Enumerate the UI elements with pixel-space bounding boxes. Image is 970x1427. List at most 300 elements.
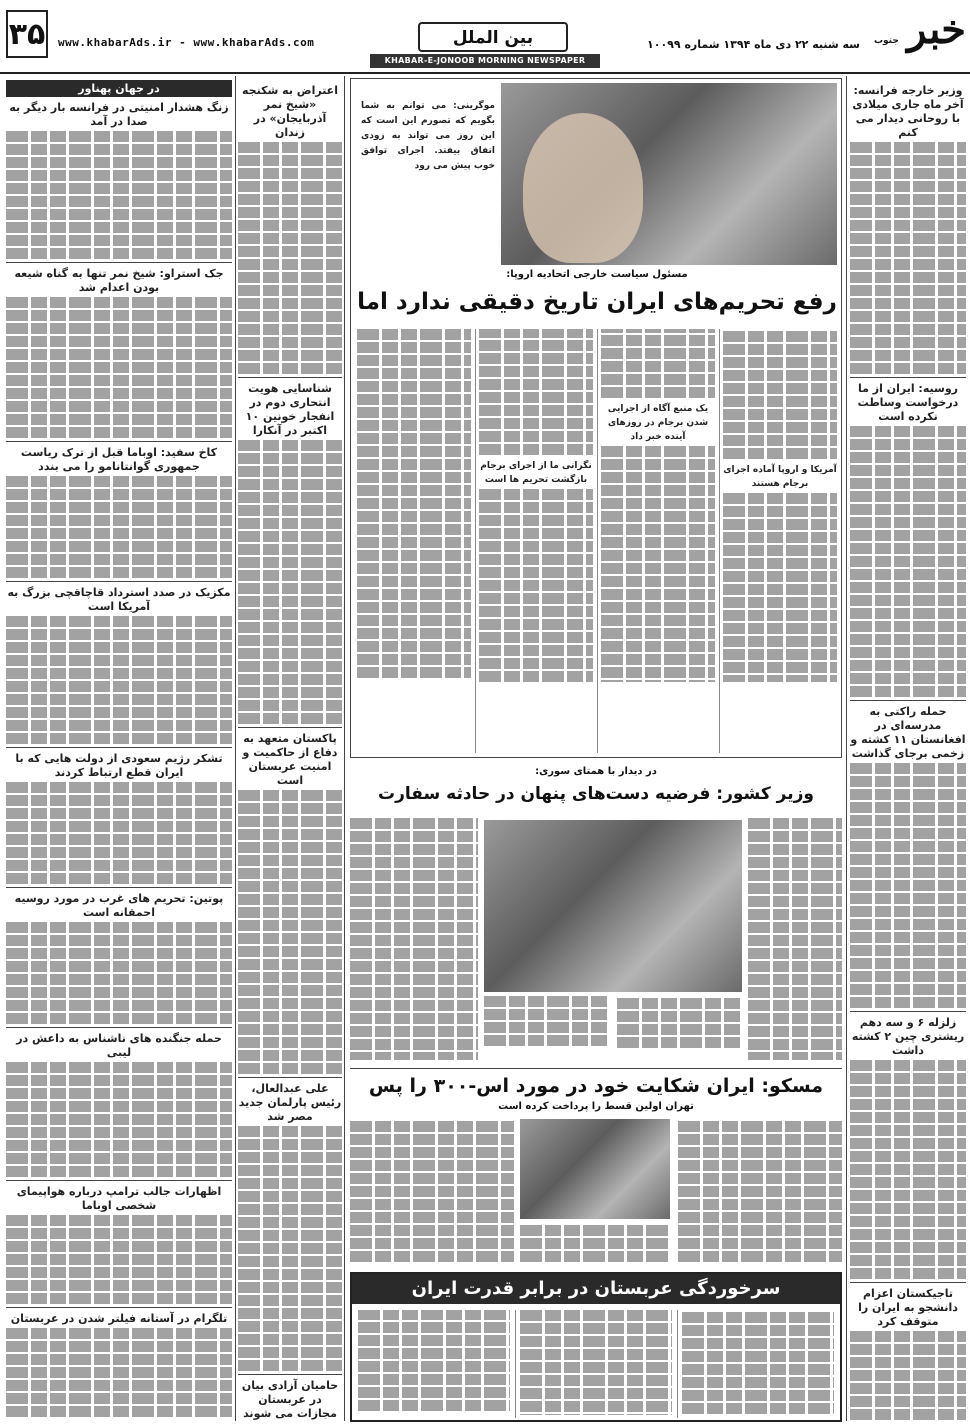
body-text-line	[850, 337, 966, 348]
body-text-line	[850, 595, 966, 606]
body-text-line	[350, 1160, 514, 1171]
body-text-line	[238, 842, 342, 853]
body-text-line	[850, 776, 966, 787]
body-text-line	[238, 713, 342, 724]
body-text-line	[6, 1380, 232, 1391]
story-headline: رفع تحریم‌های ایران تاریخ دقیقی ندارد اما	[357, 289, 837, 315]
body-text-line	[238, 687, 342, 698]
left-news-column	[6, 80, 232, 1420]
body-text-line	[678, 1160, 842, 1171]
body-text-line	[238, 959, 342, 970]
body-text-line	[850, 350, 966, 361]
body-text-line	[850, 298, 966, 309]
body-text-line	[6, 1328, 232, 1339]
body-text-line	[479, 405, 593, 416]
body-text-line	[479, 606, 593, 617]
body-text-line	[6, 1153, 232, 1164]
body-text-line	[357, 394, 471, 405]
body-text-line	[238, 155, 342, 166]
body-text-line	[6, 616, 232, 627]
body-text-line	[238, 920, 342, 931]
body-text-line	[238, 298, 342, 309]
body-text-line	[350, 1134, 514, 1145]
body-text-line	[748, 974, 842, 985]
body-text-line	[238, 1063, 342, 1074]
body-text-line	[850, 220, 966, 231]
story-subhead: آمریکا و اروپا آماده اجرای برجام هستند	[723, 465, 837, 489]
body-text-line	[850, 363, 966, 374]
body-text-line	[850, 478, 966, 489]
body-text-line	[479, 671, 593, 682]
body-text-line	[6, 694, 232, 705]
body-text-line	[617, 1037, 742, 1048]
body-text-line	[358, 1335, 510, 1346]
photo-press-conference	[484, 820, 742, 992]
body-text-line	[723, 357, 837, 368]
body-text-line	[6, 707, 232, 718]
story-kicker: مسئول سیاست خارجی اتحادیه اروپا:	[506, 269, 688, 280]
body-text-line	[850, 932, 966, 943]
body-text-line	[479, 515, 593, 526]
body-text-line	[238, 142, 342, 153]
body-text-line	[520, 1336, 672, 1347]
body-text-line	[723, 493, 837, 504]
body-text-line	[723, 623, 837, 634]
body-text-line	[479, 489, 593, 500]
body-text-line	[6, 782, 232, 793]
body-text-line	[850, 893, 966, 904]
body-text-line	[748, 857, 842, 868]
body-text-line	[850, 621, 966, 632]
section-title: بین الملل	[418, 22, 568, 52]
body-text-line	[850, 1060, 966, 1071]
body-text-line	[357, 667, 471, 678]
body-text-line	[850, 426, 966, 437]
body-text-line	[601, 589, 715, 600]
body-text-line	[850, 841, 966, 852]
body-text-line	[350, 961, 478, 972]
body-text-line	[6, 1114, 232, 1125]
body-text-line	[850, 233, 966, 244]
body-text-line	[6, 1354, 232, 1365]
body-text-line	[238, 518, 342, 529]
body-text-line	[479, 632, 593, 643]
body-text-line	[238, 285, 342, 296]
body-text-line	[238, 259, 342, 270]
body-text-line	[6, 235, 232, 246]
body-text-line	[238, 648, 342, 659]
body-text-line	[238, 1178, 342, 1189]
body-text-line	[850, 828, 966, 839]
body-text-line	[601, 667, 715, 678]
body-text-line	[850, 1383, 966, 1394]
body-text-line	[238, 466, 342, 477]
body-text-line	[238, 311, 342, 322]
news-headline: جک استراو: شیخ نمر تنها به گناه شیعه بودن اعدام شد	[14, 267, 224, 294]
body-text-line	[479, 567, 593, 578]
body-text-line	[723, 506, 837, 517]
body-text-line	[850, 1216, 966, 1227]
column-divider	[846, 76, 847, 1421]
body-text-line	[484, 1009, 609, 1020]
body-text-line	[723, 396, 837, 407]
body-text-line	[6, 567, 232, 578]
body-text-line	[601, 628, 715, 639]
body-text-line	[6, 1215, 232, 1226]
body-text-line	[6, 1341, 232, 1352]
body-text-line	[601, 576, 715, 587]
body-text-line	[748, 831, 842, 842]
news-headline: حمله راکتی به مدرسه‌ای در افغانستان ۱۱ کشته و زخمی برجای گذاشت	[850, 705, 966, 760]
body-text-line	[850, 194, 966, 205]
body-text-line	[850, 815, 966, 826]
body-text-line	[357, 537, 471, 548]
body-text-line	[6, 681, 232, 692]
body-text-line	[350, 948, 478, 959]
body-text-line	[850, 1370, 966, 1381]
body-text-line	[238, 1204, 342, 1215]
body-text-line	[601, 602, 715, 613]
body-text-line	[357, 433, 471, 444]
body-text-line	[601, 498, 715, 509]
body-text-line	[357, 498, 471, 509]
body-text-line	[748, 818, 842, 829]
body-text-line	[6, 427, 232, 438]
body-text-line	[6, 362, 232, 373]
body-text-line	[520, 1251, 670, 1262]
body-text-line	[850, 582, 966, 593]
body-text-line	[850, 880, 966, 891]
body-text-line	[238, 324, 342, 335]
body-text-line	[238, 1024, 342, 1035]
body-text-line	[601, 524, 715, 535]
body-text-line	[6, 720, 232, 731]
body-text-line	[350, 844, 478, 855]
story-kicker: در دیدار با همتای سوری:	[535, 766, 657, 777]
body-text-line	[479, 444, 593, 455]
body-text-line	[238, 492, 342, 503]
body-text-line	[238, 998, 342, 1009]
body-text-line	[6, 310, 232, 321]
body-text-line	[238, 635, 342, 646]
body-text-line	[238, 181, 342, 192]
body-text-line	[357, 641, 471, 652]
body-text-line	[350, 909, 478, 920]
body-text-line	[601, 537, 715, 548]
body-text-line	[850, 207, 966, 218]
body-text-line	[238, 1308, 342, 1319]
body-text-line	[6, 961, 232, 972]
body-text-line	[682, 1403, 834, 1414]
body-text-line	[6, 476, 232, 487]
body-text-line	[723, 558, 837, 569]
body-text-line	[238, 453, 342, 464]
body-text-line	[238, 829, 342, 840]
body-text-line	[357, 602, 471, 613]
body-text-line	[601, 348, 715, 359]
body-text-line	[850, 686, 966, 697]
body-text-line	[850, 569, 966, 580]
body-text-line	[238, 246, 342, 257]
story-body	[350, 1119, 514, 1269]
body-text-line	[479, 392, 593, 403]
story-headline: سرخوردگی عربستان در برابر قدرت ایران	[352, 1274, 840, 1304]
body-text-line	[6, 1228, 232, 1239]
body-text-line	[601, 374, 715, 385]
body-text-line	[350, 818, 478, 829]
interior-minister-story	[350, 764, 842, 1064]
body-text-line	[238, 1243, 342, 1254]
body-text-line	[479, 541, 593, 552]
body-text-line	[617, 1024, 742, 1035]
body-text-line	[6, 948, 232, 959]
body-text-line	[238, 531, 342, 542]
body-text-line	[748, 844, 842, 855]
body-text-line	[238, 700, 342, 711]
body-text-line	[6, 808, 232, 819]
body-text-line	[350, 1026, 478, 1037]
news-headline: حامیان آزادی بیان در عربستان مجازات می شوند	[241, 1379, 339, 1420]
body-text-line	[479, 645, 593, 656]
body-text-line	[357, 446, 471, 457]
body-text-line	[748, 987, 842, 998]
body-text-line	[748, 948, 842, 959]
body-text-line	[6, 873, 232, 884]
body-text-line	[850, 1357, 966, 1368]
body-text-line	[678, 1199, 842, 1210]
body-text-line	[850, 1229, 966, 1240]
body-text-line	[238, 1360, 342, 1371]
body-text-line	[350, 883, 478, 894]
body-text-line	[238, 907, 342, 918]
body-text-line	[850, 1331, 966, 1342]
body-text-line	[850, 556, 966, 567]
body-text-line	[6, 642, 232, 653]
body-text-line	[850, 1203, 966, 1214]
story-body	[358, 1310, 834, 1418]
story-subhead: نگرانی ما از اجرای برجام بازگشت تحریم ها است	[480, 461, 592, 485]
body-text-line	[850, 1268, 966, 1279]
body-text-line	[350, 922, 478, 933]
body-text-line	[238, 570, 342, 581]
body-text-line	[850, 919, 966, 930]
body-text-line	[238, 1347, 342, 1358]
body-text-line	[678, 1173, 842, 1184]
body-text-line	[520, 1225, 670, 1236]
body-text-line	[723, 545, 837, 556]
body-text-line	[6, 388, 232, 399]
body-text-line	[238, 1282, 342, 1293]
body-text-line	[850, 1396, 966, 1407]
body-text-line	[601, 615, 715, 626]
body-text-line	[6, 144, 232, 155]
body-text-line	[850, 285, 966, 296]
body-text-line	[850, 1125, 966, 1136]
body-text-line	[6, 922, 232, 933]
body-text-line	[850, 142, 966, 153]
body-text-line	[850, 530, 966, 541]
body-text-line	[350, 1251, 514, 1262]
saudi-story	[350, 1272, 842, 1422]
body-text-line	[850, 789, 966, 800]
body-text-line	[238, 1050, 342, 1061]
body-text-line	[6, 502, 232, 513]
body-text-line	[6, 209, 232, 220]
body-text-line	[850, 1409, 966, 1420]
body-text-line	[6, 1393, 232, 1404]
body-text-line	[479, 554, 593, 565]
news-headline: کاخ سفید: اوباما قبل از ترک ریاست جمهوری گوانتانامو را می بندد	[20, 446, 218, 473]
body-text-line	[6, 629, 232, 640]
body-text-line	[484, 1022, 609, 1033]
body-text-line	[850, 984, 966, 995]
story-body	[357, 329, 837, 753]
body-text-line	[601, 563, 715, 574]
body-text-line	[723, 519, 837, 530]
body-text-line	[723, 662, 837, 673]
body-text-line	[238, 946, 342, 957]
body-text-line	[479, 580, 593, 591]
body-text-line	[238, 1230, 342, 1241]
column-divider	[235, 76, 236, 1421]
body-text-line	[350, 1052, 478, 1060]
body-text-line	[6, 987, 232, 998]
body-text-line	[748, 961, 842, 972]
photo-caption: موگرینی: می توانم به شما بگویم که تصورم این است که این روز می تواند به زودی اتفاق بیفتد. اجرای توافق خوب پیش می رود	[361, 101, 495, 171]
story-headline: مسکو: ایران شکایت خود در مورد اس-۳۰۰ را پس	[368, 1075, 824, 1097]
body-text-line	[682, 1312, 834, 1323]
body-text-line	[520, 1401, 672, 1412]
body-text-line	[238, 272, 342, 283]
news-headline: اعتراض به شکنجه «شیخ نمر آذربایجان» در زندان	[242, 84, 338, 139]
body-text-line	[6, 248, 232, 259]
body-text-line	[723, 610, 837, 621]
body-text-line	[678, 1251, 842, 1262]
body-text-line	[601, 472, 715, 483]
body-text-line	[601, 550, 715, 561]
body-text-line	[357, 550, 471, 561]
body-text-line	[6, 157, 232, 168]
body-text-line	[6, 655, 232, 666]
body-text-line	[723, 532, 837, 543]
photo-s300-missile	[520, 1119, 670, 1219]
body-text-line	[357, 342, 471, 353]
body-text-line	[601, 335, 715, 346]
body-text-line	[617, 1011, 742, 1022]
body-text-line	[850, 517, 966, 528]
body-text-line	[850, 168, 966, 179]
body-text-line	[6, 847, 232, 858]
body-text-line	[520, 1238, 670, 1249]
body-text-line	[723, 383, 837, 394]
body-text-line	[238, 1334, 342, 1345]
body-text-line	[617, 998, 742, 1009]
body-text-line	[238, 583, 342, 594]
body-text-line	[357, 511, 471, 522]
body-text-line	[357, 628, 471, 639]
body-text-line	[357, 654, 471, 665]
news-headline: تشکر رژیم سعودی از دولت هایی که با ایران قطع ارتباط کردند	[15, 752, 223, 779]
body-text-line	[520, 1323, 672, 1334]
body-text-line	[850, 1164, 966, 1175]
body-text-line	[238, 868, 342, 879]
body-text-line	[357, 459, 471, 470]
news-headline: مکزیک در صدد استرداد قاچاقچی بزرگ به آمریکا است	[7, 586, 231, 613]
body-text-line	[6, 349, 232, 360]
body-text-line	[723, 649, 837, 660]
body-text-line	[6, 1241, 232, 1252]
body-text-line	[238, 1126, 342, 1137]
body-text-line	[357, 368, 471, 379]
body-text-line	[350, 1013, 478, 1024]
body-text-line	[238, 505, 342, 516]
news-headline: زنگ هشدار امنیتی در فرانسه بار دیگر به صدا در آمد	[9, 101, 229, 128]
body-text-line	[357, 589, 471, 600]
body-text-line	[238, 1037, 342, 1048]
body-text-line	[238, 440, 342, 451]
body-text-line	[479, 593, 593, 604]
body-text-line	[357, 329, 471, 340]
body-text-line	[238, 674, 342, 685]
body-text-line	[682, 1325, 834, 1336]
body-text-line	[358, 1322, 510, 1333]
body-text-line	[6, 1062, 232, 1073]
body-text-line	[357, 615, 471, 626]
story-body	[484, 996, 742, 1060]
dateline: سه شنبه ۲۲ دی ماه ۱۳۹۴ شماره ۱۰۰۹۹	[647, 38, 860, 51]
body-text-line	[350, 935, 478, 946]
body-text-line	[850, 1112, 966, 1123]
body-text-line	[6, 196, 232, 207]
body-text-line	[6, 1127, 232, 1138]
body-text-line	[850, 660, 966, 671]
body-text-line	[6, 1166, 232, 1177]
news-headline: تلگرام در آستانه فیلتر شدن در عربستان	[10, 1312, 228, 1325]
body-text-line	[479, 379, 593, 390]
body-text-line	[748, 883, 842, 894]
body-text-line	[6, 183, 232, 194]
body-text-line	[357, 524, 471, 535]
body-text-line	[238, 661, 342, 672]
body-text-line	[238, 596, 342, 607]
body-text-line	[6, 515, 232, 526]
body-text-line	[850, 997, 966, 1008]
body-text-line	[479, 340, 593, 351]
body-text-line	[238, 933, 342, 944]
body-text-line	[6, 1293, 232, 1304]
body-text-line	[748, 1013, 842, 1024]
body-text-line	[238, 337, 342, 348]
body-text-line	[350, 1199, 514, 1210]
body-text-line	[238, 609, 342, 620]
news-headline: علی عبدالعال، رئیس پارلمان جدید مصر شد	[238, 1082, 342, 1123]
body-text-line	[850, 259, 966, 270]
body-text-line	[682, 1338, 834, 1349]
site-url: www.khabarAds.ir - www.khabarAds.com	[58, 36, 315, 49]
body-text-line	[6, 541, 232, 552]
body-text-line	[479, 658, 593, 669]
body-text-line	[238, 220, 342, 231]
news-headline: زلزله ۶ و سه دهم ریشتری چین ۲ کشته داشت	[851, 1016, 965, 1057]
body-text-line	[850, 1151, 966, 1162]
body-text-line	[850, 1190, 966, 1201]
story-subhead: یک منبع آگاه از اجرایی شدن برجام در روزهای آینده خبر داد	[607, 404, 709, 442]
body-text-line	[6, 795, 232, 806]
body-text-line	[350, 1121, 514, 1132]
body-text-line	[357, 563, 471, 574]
body-text-line	[850, 1177, 966, 1188]
body-text-line	[601, 641, 715, 652]
